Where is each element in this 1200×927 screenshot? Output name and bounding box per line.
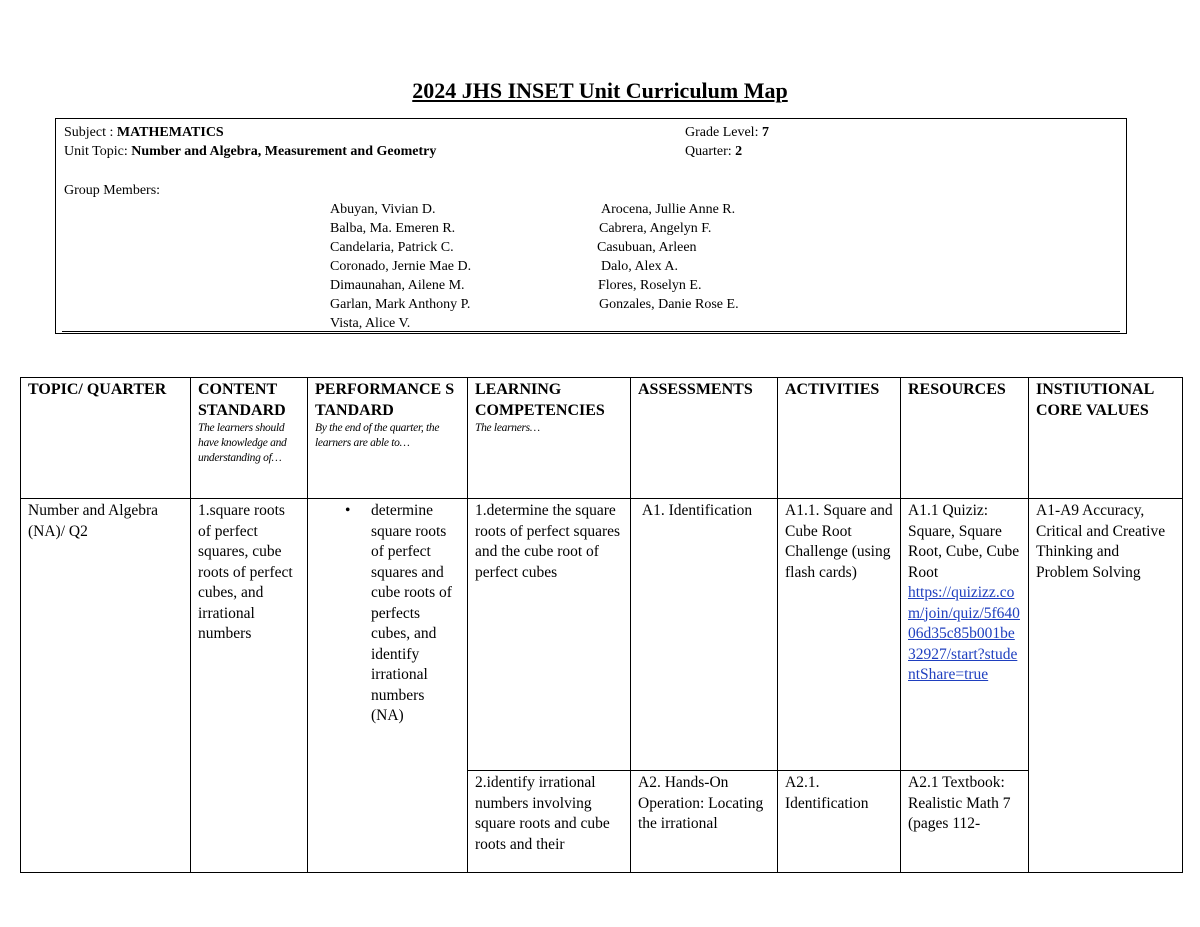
group-members-label: Group Members: [64,183,161,198]
unit-topic-label: Unit Topic: [64,144,132,159]
table-row [21,499,1183,771]
subject-line [64,123,224,142]
header-performance-standard [308,378,468,499]
unit-topic-line [64,142,436,161]
header-core-values: INSTIUTIONAL CORE VALUES [1029,378,1183,499]
cell-competency-1: 1.determine the square roots of perfect squares and the cube root of perfect cubes [468,499,631,771]
cell-assessment-1: A1. Identification [631,499,778,771]
member-left-1: Abuyan, Vivian D. [330,202,436,217]
member-right-6: Gonzales, Danie Rose E. [599,297,739,312]
header-performance-label: PERFORMANCE STANDARD [315,381,455,419]
member-right-3: Casubuan, Arleen [597,240,697,255]
member-left-5: Dimaunahan, Ailene M. [330,278,465,293]
info-box-divider [62,331,1120,332]
page-title: 2024 JHS INSET Unit Curriculum Map [412,78,788,103]
performance-text: determine square roots of perfect squares and cube roots of perfects cubes, and identify irrational numbers (NA) [371,502,452,724]
header-topic: TOPIC/ QUARTER [21,378,191,499]
header-content-standard [191,378,308,499]
cell-performance-standard [308,499,468,873]
cell-assessment-2: A2. Hands-On Operation: Locating the irrational [631,771,778,873]
subject-label: Subject : [64,125,117,140]
cell-topic: Number and Algebra (NA)/ Q2 [21,499,191,873]
header-content-sub: The learners should have knowledge and understanding of… [198,422,287,464]
cell-content-standard: 1.square roots of perfect squares, cube roots of perfect cubes, and irrational numbers [191,499,308,873]
member-right-1: Arocena, Jullie Anne R. [601,202,736,217]
quarter-value: 2 [735,144,743,159]
quizizz-link[interactable]: https://quizizz.com/join/quiz/5f64006d35c85b001be32927/start?studentShare=true [908,584,1020,683]
header-performance-sub: By the end of the quarter, the learners are able to… [315,422,440,449]
header-content-label: CONTENT STANDARD [198,381,286,419]
member-right-2: Cabrera, Angelyn F. [599,221,712,236]
resource-1-text: A1.1 Quiziz: Square, Square Root, Cube, Cube Root [908,502,1020,581]
member-left-2: Balba, Ma. Emeren R. [330,221,456,236]
header-resources: RESOURCES [901,378,1029,499]
performance-bullet-item [315,501,460,727]
member-right-5: Flores, Roselyn E. [598,278,702,293]
curriculum-map-table [20,377,1183,873]
subject-value: MATHEMATICS [116,125,224,140]
cell-competency-2: 2.identify irrational numbers involving square roots and cube roots and their [468,771,631,873]
bullet-icon: • [345,502,351,519]
quarter-label: Quarter: [685,144,736,159]
quarter-line [685,142,742,161]
unit-topic-value: Number and Algebra, Measurement and Geometry [131,144,437,159]
header-competencies-label: LEARNING COMPETENCIES [475,381,605,419]
member-right-4: Dalo, Alex A. [601,259,678,274]
cell-resource-1 [901,499,1029,771]
grade-value: 7 [761,125,769,140]
grade-level-line [685,123,769,142]
member-left-4: Coronado, Jernie Mae D. [330,259,472,274]
unit-info-box [55,118,1127,334]
cell-activity-2: A2.1. Identification [778,771,901,873]
header-competencies-sub: The learners… [475,422,540,434]
header-activities: ACTIVITIES [778,378,901,499]
cell-core-values: A1-A9 Accuracy, Critical and Creative Thinking and Problem Solving [1029,499,1183,873]
member-left-7: Vista, Alice V. [330,316,411,331]
member-left-6: Garlan, Mark Anthony P. [330,297,471,312]
header-assessments: ASSESSMENTS [631,378,778,499]
header-learning-competencies [468,378,631,499]
member-left-3: Candelaria, Patrick C. [330,240,454,255]
table-header-row [21,378,1183,499]
grade-label: Grade Level: [685,125,762,140]
cell-activity-1: A1.1. Square and Cube Root Challenge (using flash cards) [778,499,901,771]
cell-resource-2: A2.1 Textbook: Realistic Math 7 (pages 112- [901,771,1029,873]
